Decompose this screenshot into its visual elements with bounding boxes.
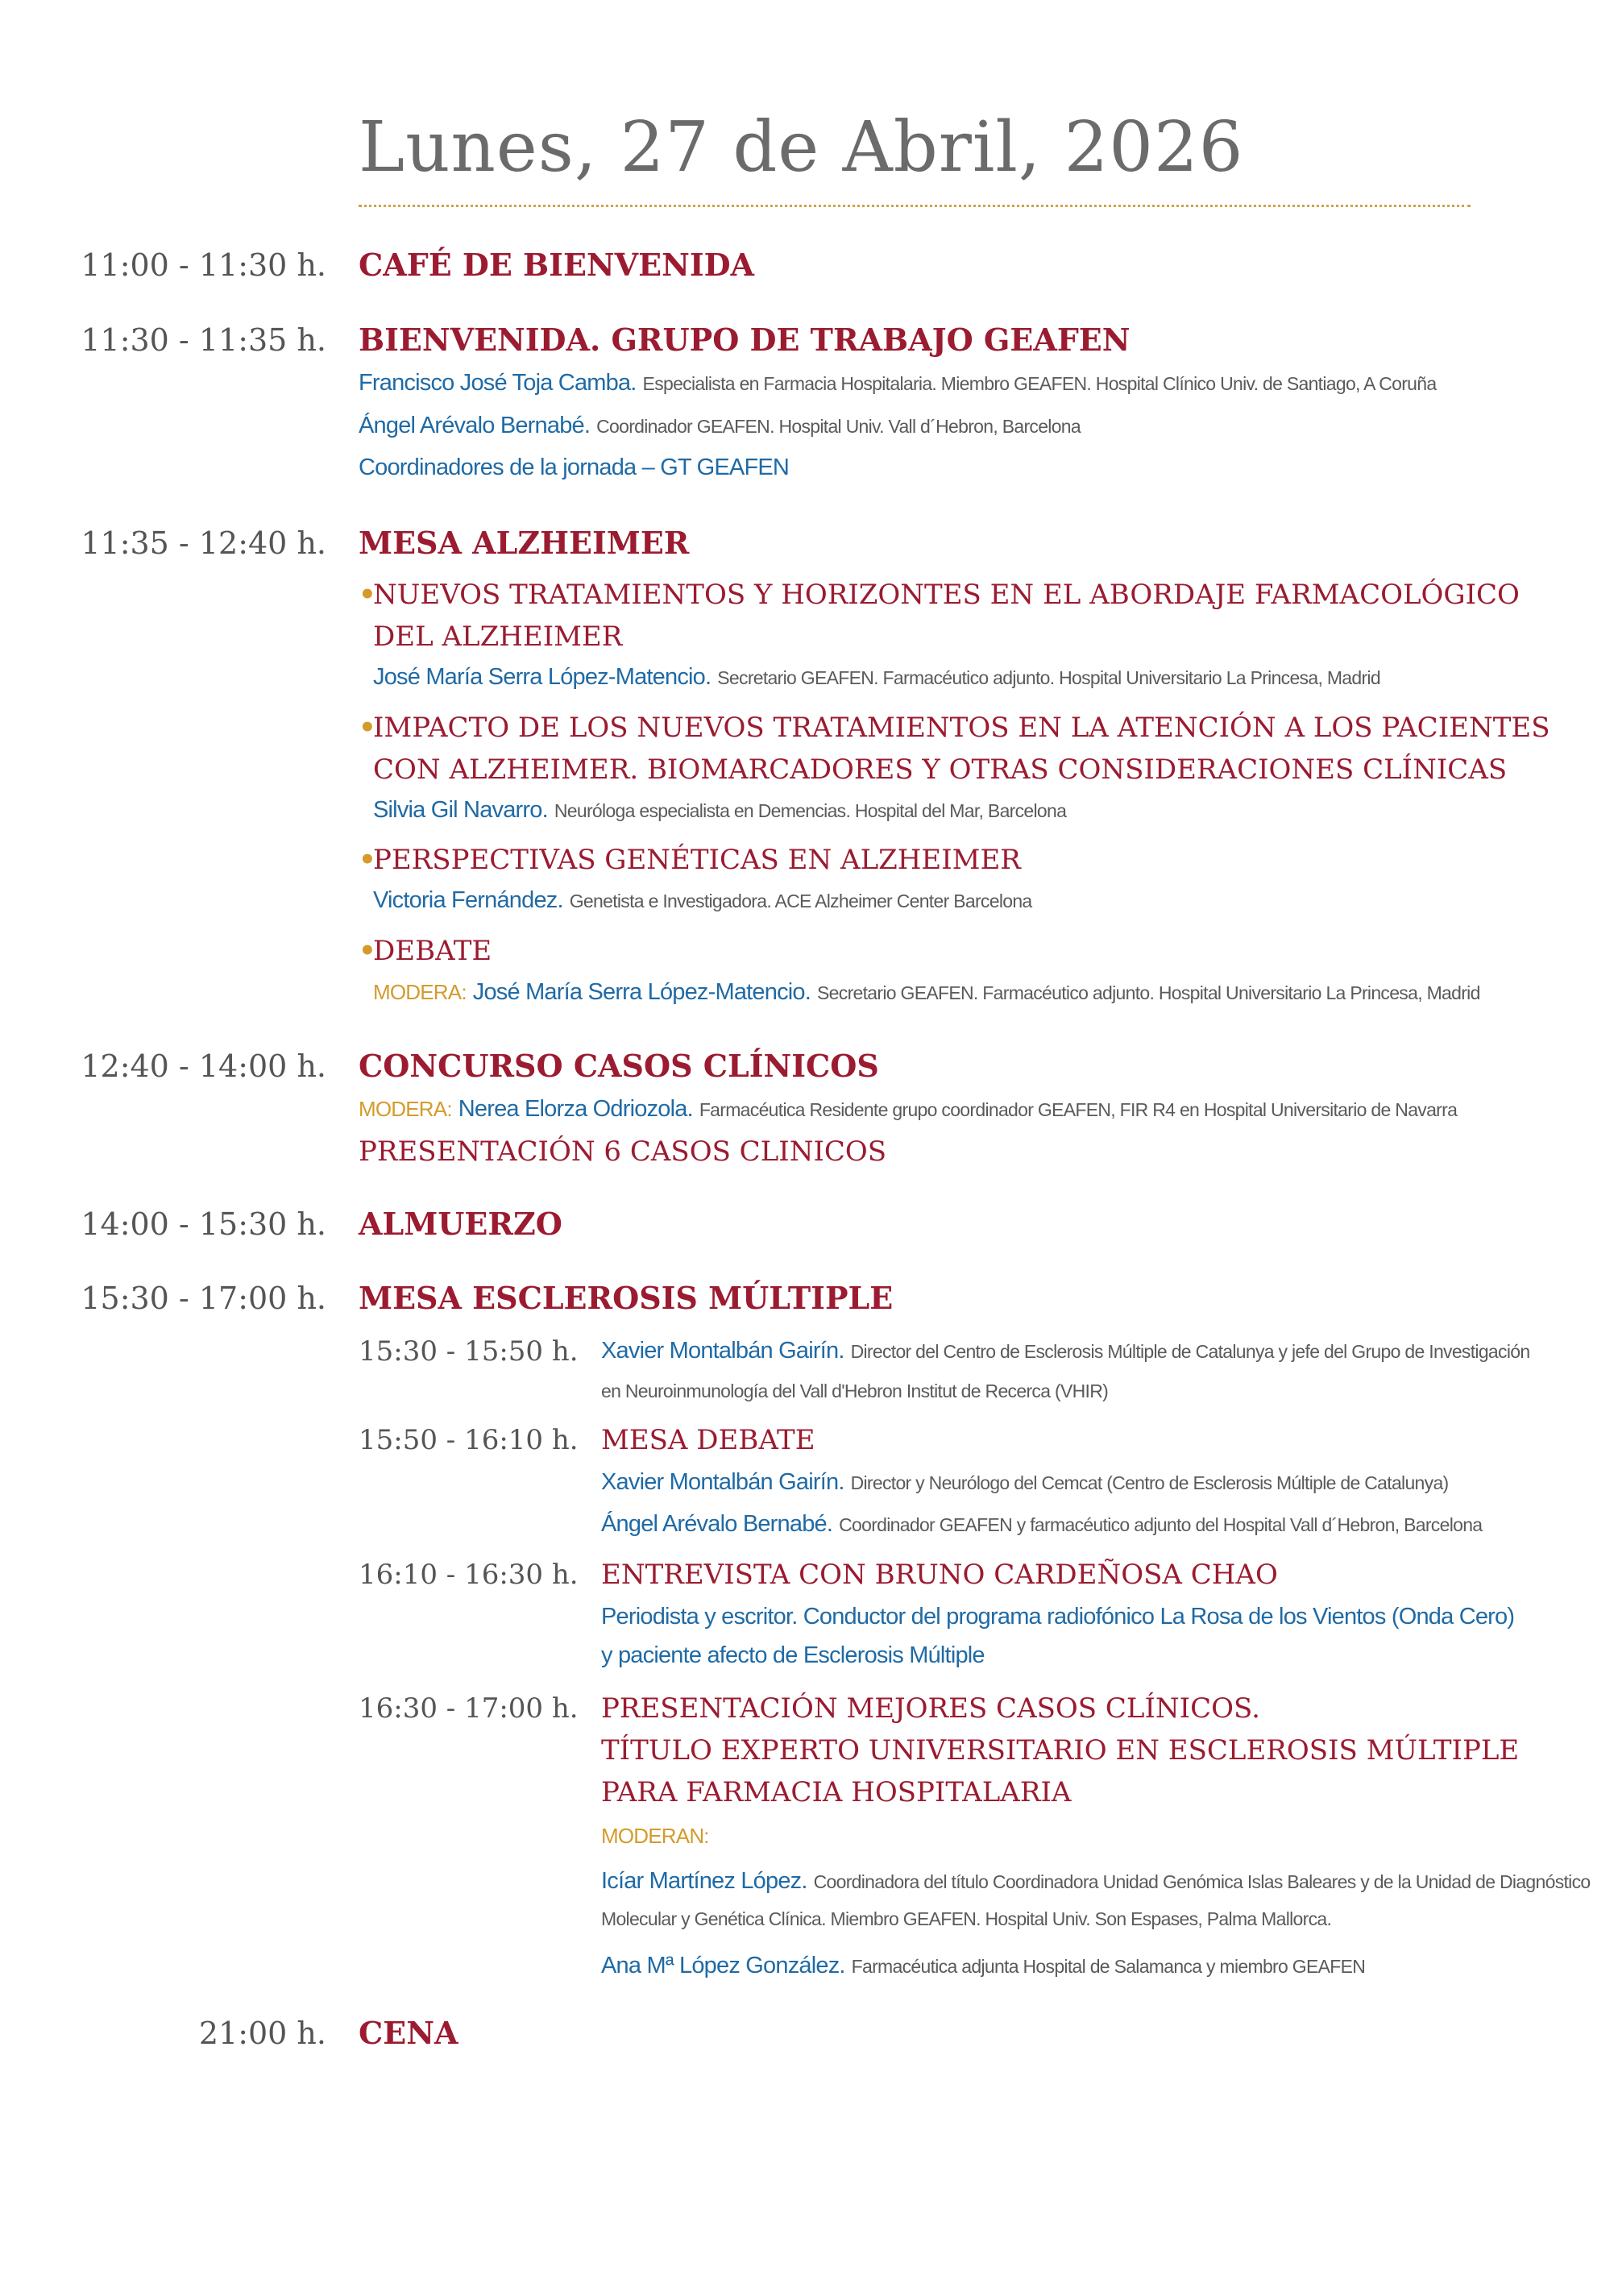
speaker-desc: Coordinador GEAFEN y farmacéutico adjunto del Hospital Vall d´Hebron, Barcelona (839, 1514, 1483, 1535)
speaker-line (601, 1513, 1482, 1536)
speaker-line (373, 666, 1380, 689)
speaker-desc: Coordinadora del título Coordinadora Unidad Genómica Islas Baleares y de la Unidad de Diagnóstico (813, 1871, 1591, 1892)
session-heading: BIENVENIDA. GRUPO DE TRABAJO GEAFEN (359, 322, 1131, 358)
talk-title: PERSPECTIVAS GENÉTICAS EN ALZHEIMER (373, 844, 1021, 876)
guest-desc: Periodista y escritor. Conductor del programa radiofónico La Rosa de los Vientos (Onda Cero) (601, 1604, 1515, 1630)
moderator-line (373, 981, 1480, 1004)
speaker-desc: Especialista en Farmacia Hospitalaria. Miembro GEAFEN. Hospital Clínico Univ. de Santiago, A Coruña (642, 373, 1437, 394)
speaker-line (601, 1954, 1365, 1978)
talk-title: ENTREVISTA CON BRUNO CARDEÑOSA CHAO (601, 1559, 1278, 1591)
speaker-desc: Coordinador GEAFEN. Hospital Univ. Vall d´Hebron, Barcelona (596, 416, 1081, 437)
speaker-line (359, 372, 1436, 395)
speaker-name: Nerea Elorza Odriozola. (458, 1096, 693, 1122)
speaker-desc: Genetista e Investigadora. ACE Alzheimer Center Barcelona (569, 891, 1032, 911)
speaker-line (601, 1870, 1591, 1893)
speaker-name: Ángel Arévalo Bernabé. (359, 413, 591, 438)
sub-time: 15:30 - 15:50 h. (359, 1335, 579, 1368)
session-heading: CENA (359, 2015, 458, 2051)
speaker-line (373, 799, 1066, 822)
session-time: 11:00 - 11:30 h. (81, 247, 326, 283)
speaker-name: Ana Mª López González. (601, 1953, 845, 1978)
session-heading: CONCURSO CASOS CLÍNICOS (359, 1048, 879, 1084)
moderator-line (359, 1098, 1457, 1121)
title-divider (359, 205, 1471, 207)
speaker-name: José María Serra López-Matencio. (373, 664, 712, 690)
guest-desc: y paciente afecto de Esclerosis Múltiple (601, 1642, 985, 1668)
sub-time: 16:30 - 17:00 h. (359, 1692, 579, 1725)
speaker-line (601, 1339, 1529, 1363)
sub-time: 15:50 - 16:10 h. (359, 1424, 579, 1456)
speaker-name: Victoria Fernández. (373, 887, 563, 913)
talk-title: DEL ALZHEIMER (373, 621, 623, 653)
talk-title: MESA DEBATE (601, 1424, 815, 1456)
talk-title: PARA FARMACIA HOSPITALARIA (601, 1776, 1072, 1808)
speaker-line (601, 1471, 1449, 1494)
speaker-name: Francisco José Toja Camba. (359, 370, 637, 396)
talk-title: IMPACTO DE LOS NUEVOS TRATAMIENTOS EN LA ATENCIÓN A LOS PACIENTES (373, 712, 1550, 744)
talk-title: PRESENTACIÓN MEJORES CASOS CLÍNICOS. (601, 1692, 1260, 1725)
bullet-icon: • (359, 579, 376, 611)
speaker-name: Ángel Arévalo Bernabé. (601, 1511, 833, 1537)
speaker-desc: Director del Centro de Esclerosis Múltiple de Catalunya y jefe del Grupo de Investigación (850, 1341, 1530, 1362)
coordinators-note: Coordinadores de la jornada – GT GEAFEN (359, 455, 790, 480)
talk-title: DEBATE (373, 935, 492, 967)
speaker-name: Xavier Montalbán Gairín. (601, 1338, 844, 1364)
speaker-name: Silvia Gil Navarro. (373, 797, 548, 823)
speaker-line (359, 414, 1081, 438)
session-time: 11:30 - 11:35 h. (81, 322, 326, 358)
bullet-icon: • (359, 712, 376, 744)
page-title: Lunes, 27 de Abril, 2026 (359, 107, 1244, 188)
speaker-desc: Director y Neurólogo del Cemcat (Centro de Esclerosis Múltiple de Catalunya) (850, 1472, 1449, 1493)
speaker-name: Xavier Montalbán Gairín. (601, 1469, 844, 1495)
session-time: 15:30 - 17:00 h. (81, 1281, 326, 1316)
speaker-desc-cont: en Neuroinmunología del Vall d'Hebron Institut de Recerca (VHIR) (601, 1381, 1109, 1401)
talk-title: NUEVOS TRATAMIENTOS Y HORIZONTES EN EL ABORDAJE FARMACOLÓGICO (373, 579, 1520, 611)
session-heading: CAFÉ DE BIENVENIDA (359, 247, 755, 283)
session-heading: MESA ESCLEROSIS MÚLTIPLE (359, 1280, 894, 1316)
sub-time: 16:10 - 16:30 h. (359, 1559, 579, 1591)
speaker-name: José María Serra López-Matencio. (472, 979, 811, 1005)
bullet-icon: • (359, 935, 376, 967)
speaker-desc: Secretario GEAFEN. Farmacéutico adjunto. Hospital Universitario La Princesa, Madrid (717, 667, 1380, 688)
speaker-line (373, 889, 1032, 912)
session-heading: ALMUERZO (359, 1206, 562, 1242)
talk-title: PRESENTACIÓN 6 CASOS CLINICOS (359, 1136, 887, 1168)
moderator-label: MODERA: (359, 1097, 452, 1121)
speaker-desc: Farmacéutica Residente grupo coordinador GEAFEN, FIR R4 en Hospital Universitario de Navarra (699, 1099, 1458, 1120)
session-time: 12:40 - 14:00 h. (81, 1048, 326, 1084)
session-time: 14:00 - 15:30 h. (81, 1206, 326, 1242)
session-time: 21:00 h. (198, 2016, 326, 2051)
moderators-label: MODERAN: (601, 1824, 709, 1848)
moderator-label: MODERA: (373, 980, 467, 1004)
speaker-desc: Secretario GEAFEN. Farmacéutico adjunto. Hospital Universitario La Princesa, Madrid (817, 982, 1480, 1003)
bullet-icon: • (359, 844, 376, 876)
speaker-desc-cont: Molecular y Genética Clínica. Miembro GEAFEN. Hospital Univ. Son Espases, Palma Mallorca. (601, 1908, 1332, 1929)
speaker-desc: Neuróloga especialista en Demencias. Hospital del Mar, Barcelona (554, 800, 1067, 821)
talk-title: TÍTULO EXPERTO UNIVERSITARIO EN ESCLEROSIS MÚLTIPLE (601, 1734, 1520, 1767)
speaker-desc: Farmacéutica adjunta Hospital de Salamanca y miembro GEAFEN (851, 1956, 1366, 1977)
session-time: 11:35 - 12:40 h. (81, 525, 326, 561)
speaker-name: Icíar Martínez López. (601, 1868, 807, 1894)
session-heading: MESA ALZHEIMER (359, 525, 690, 561)
talk-title: CON ALZHEIMER. BIOMARCADORES Y OTRAS CONSIDERACIONES CLÍNICAS (373, 754, 1508, 786)
